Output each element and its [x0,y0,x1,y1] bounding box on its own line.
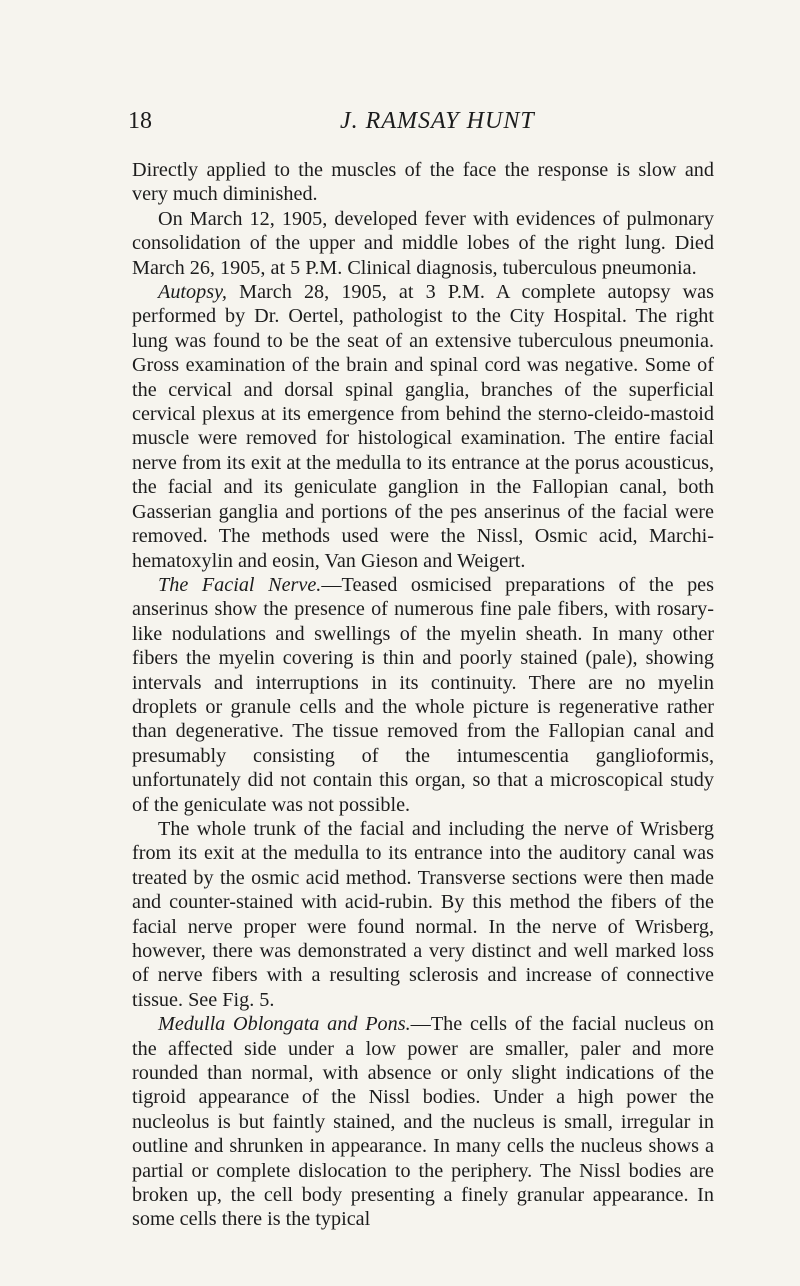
body-text [132,158,714,1232]
paragraph: On March 12, 1905, developed fever with evidences of pulmonary consolidation of the upper and middle lobes of the right lung. Died March 26, 1905, at 5 P.M. Clinical diagnosis, tuberculous pneumonia. [132,207,714,279]
paragraph: Autopsy, March 28, 1905, at 3 P.M. A complete autopsy was performed by Dr. Oertel, pathologist to the City Hospital. The right lung was found to be the seat of an extensive tuberculous pneumonia. Gross examination of the brain and spinal cord was negative. Some of the cervical and dorsal spinal ganglia, branches of the superficial cervical plexus at its emergence from behind the sterno-cleido-mastoid muscle were removed for histological examination. The entire facial nerve from its exit at the medulla to its entrance at the porus acousticus, the facial and its geniculate ganglion in the Fallopian canal, both Gasserian ganglia and portions of the pes anserinus of the facial were removed. The methods used were the Nissl, Osmic acid, Marchi-hematoxylin and eosin, Van Gieson and Weigert. [132,281,714,572]
paragraph: The Facial Nerve.—Teased osmicised preparations of the pes anserinus show the presence of numerous fine pale fibers, with rosary-like nodulations and swellings of the myelin sheath. In many other fibers the myelin covering is thin and poorly stained (pale), showing intervals and interruptions in its continuity. There are no myelin droplets or granule cells and the whole picture is regenerative rather than degenerative. The tissue removed from the Fallopian canal and presumably consisting of the intumescentia ganglioformis, unfortunately did not contain this organ, so that a microscopical study of the geniculate was not possible. [132,573,715,816]
section-heading: Medulla Oblongata and Pons. [158,1013,411,1036]
page-header [0,104,800,144]
section-heading: The Facial Nerve. [158,573,322,596]
running-head: J. RAMSAY HUNT [340,108,535,134]
section-heading: Autopsy, [158,281,227,304]
paragraph: Medulla Oblongata and Pons.—The cells of the facial nucleus on the affected side under a low power are smaller, paler and more rounded than normal, with absence or only slight indications of the tigroid appearance of the Nissl bodies. Under a high power the nucleolus is but faintly stained, and the nucleus is small, irregular in outline and shrunken in appearance. In many cells the nucleus shows a partial or complete dislocation to the periphery. The Nissl bodies are broken up, the cell body presenting a finely granular appearance. In some cells there is the typical [132,1013,714,1231]
page-number: 18 [128,108,152,134]
paragraph: The whole trunk of the facial and including the nerve of Wrisberg from its exit at the medulla to its entrance into the auditory canal was treated by the osmic acid method. Transverse sections were then made and counter-stained with acid-rubin. By this method the fibers of the facial nerve proper were found normal. In the nerve of Wrisberg, however, there was demonstrated a very distinct and well marked loss of nerve fibers with a resulting sclerosis and increase of connective tissue. See Fig. 5. [132,817,714,1011]
paragraph: Directly applied to the muscles of the face the response is slow and very much diminished. [132,159,714,206]
